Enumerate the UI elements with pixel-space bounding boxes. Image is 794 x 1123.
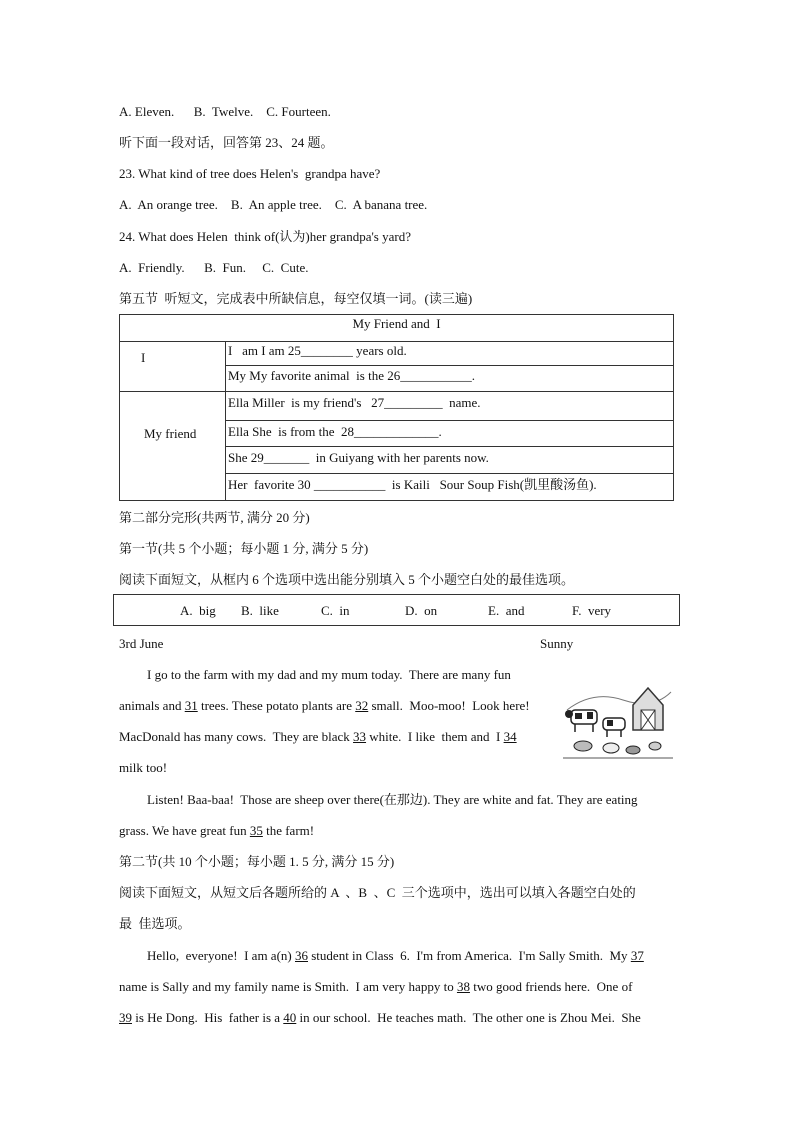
section-2-instructions: 最 佳选项。: [119, 916, 191, 931]
section-2-instructions: 阅读下面短文，从短文后各题所给的 A 、B 、C 三个选项中，选出可以填入各题空白处的: [119, 885, 636, 900]
diary-weather: Sunny: [540, 636, 574, 651]
table-cell: Ella She is from the 28_____________.: [228, 424, 442, 439]
diary-date: 3rd June: [119, 636, 164, 651]
option-f: F. very: [572, 603, 612, 618]
blank-35: 35: [249, 823, 263, 838]
blank-33: 33: [353, 729, 367, 744]
info-table: [119, 314, 674, 501]
blank-37: 37: [630, 948, 644, 963]
table-divider: [225, 365, 673, 366]
section-1-instructions: 阅读下面短文，从框内 6 个选项中选出能分别填入 5 个小题空白处的最佳选项。: [119, 572, 575, 587]
blank-39: 39: [119, 1010, 132, 1025]
table-cell: She 29_______ in Guiyang with her parents now.: [228, 450, 489, 465]
passage-line: milk too!: [119, 760, 168, 775]
blank-40: 40: [283, 1010, 297, 1025]
table-cell: My My favorite animal is the 26___________.: [228, 368, 475, 383]
passage-line: I go to the farm with my dad and my mum today. There are many fun: [147, 667, 511, 682]
blank-31: 31: [184, 698, 198, 713]
question-24: 24. What does Helen think of(认为)her grandpa's yard?: [119, 229, 411, 244]
table-divider: [225, 420, 673, 421]
table-divider: [225, 446, 673, 447]
table-divider: [120, 341, 673, 342]
table-title: My Friend and I: [352, 316, 441, 331]
table-cell: I am I am 25________ years old.: [228, 343, 407, 358]
q23-options: A. An orange tree. B. An apple tree. C. A banana tree.: [119, 197, 428, 212]
table-divider: [120, 391, 673, 392]
table-divider: [225, 341, 226, 500]
passage-line: grass. We have great fun 35 the farm!: [119, 823, 315, 838]
passage-line: MacDonald has many cows. They are black 33 white. I like them and I 34: [119, 729, 517, 744]
farm-illustration: [563, 670, 673, 762]
options-box: [113, 594, 680, 626]
option-a: A. big: [180, 603, 216, 618]
passage-line: Listen! Baa-baa! Those are sheep over there(在那边). They are white and fat. They are eating: [147, 792, 638, 807]
option-b: B. like: [241, 603, 279, 618]
q24-options: A. Friendly. B. Fun. C. Cute.: [119, 260, 309, 275]
passage-line: 39 is He Dong. His father is a 40 in our school. He teaches math. The other one is Zhou Mei. She: [119, 1010, 641, 1025]
row-label-i: I: [141, 350, 146, 365]
option-e: E. and: [488, 603, 525, 618]
q22-options: A. Eleven. B. Twelve. C. Fourteen.: [119, 104, 331, 119]
table-cell: Her favorite 30 ___________ is Kaili Sour Soup Fish(凯里酸汤鱼).: [228, 477, 597, 492]
table-divider: [225, 473, 673, 474]
blank-38: 38: [456, 979, 470, 994]
section-1-heading: 第一节(共 5 个小题；每小题 1 分, 满分 5 分): [119, 541, 369, 556]
blank-34: 34: [503, 729, 517, 744]
table-cell: Ella Miller is my friend's 27_________ name.: [228, 395, 481, 410]
option-d: D. on: [405, 603, 438, 618]
section-5-heading: 第五节 听短文，完成表中所缺信息，每空仅填一词。(读三遍): [119, 291, 473, 306]
listening-instruction: 听下面一段对话，回答第 23、24 题。: [119, 135, 334, 150]
section-2-heading: 第二节(共 10 个小题；每小题 1. 5 分, 满分 15 分): [119, 854, 395, 869]
row-label-my-friend: My friend: [144, 426, 197, 441]
blank-32: 32: [355, 698, 369, 713]
blank-36: 36: [295, 948, 308, 963]
passage-line: Hello, everyone! I am a(n) 36 student in Class 6. I'm from America. I'm Sally Smith. My 37: [147, 948, 644, 963]
passage-line: animals and 31 trees. These potato plants are 32 small. Moo-moo! Look here!: [119, 698, 530, 713]
option-c: C. in: [321, 603, 350, 618]
question-23: 23. What kind of tree does Helen's grandpa have?: [119, 166, 381, 181]
part-2-heading: 第二部分完形(共两节, 满分 20 分): [119, 510, 310, 525]
passage-line: name is Sally and my family name is Smith. I am very happy to 38 two good friends here. One of: [119, 979, 633, 994]
